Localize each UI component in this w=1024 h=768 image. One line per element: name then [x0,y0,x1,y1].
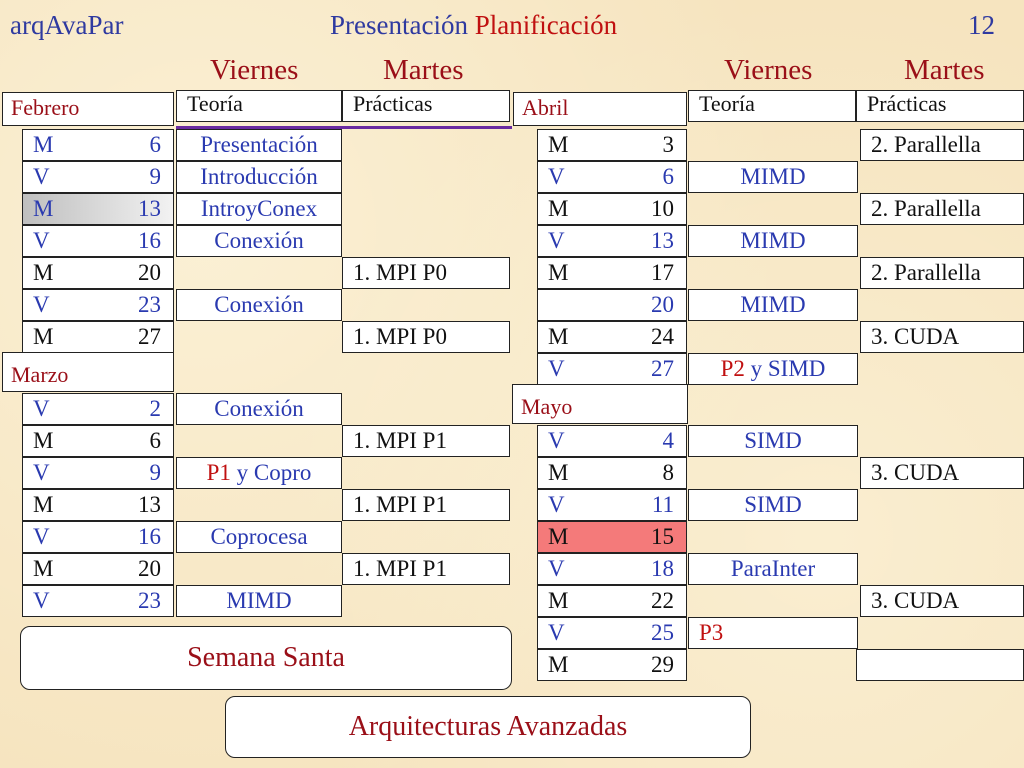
date-number: 11 [651,492,674,517]
date-cell [537,257,687,289]
slide-title-part-b: Planificación [474,10,618,40]
date-weekday: M [548,460,569,485]
practicas-cell [856,649,1024,681]
date-cell [537,585,687,617]
date-number: 20 [651,292,674,317]
date-weekday: M [33,260,54,285]
date-number: 27 [651,356,674,381]
date-cell [537,353,687,385]
month-marzo: Marzo [2,352,174,392]
date-number: 27 [138,324,161,349]
date-weekday: V [548,228,565,253]
course-code: arqAvaPar [10,10,124,40]
date-weekday: V [33,228,50,253]
date-cell [22,393,174,425]
month-abril: Abril [513,92,687,126]
teoria-label-part-b: y Copro [230,460,312,485]
practicas-cell: 1. MPI P1 [342,425,510,457]
date-cell [537,457,687,489]
teoria-cell: MIMD [176,585,342,617]
slide-number: 12 [968,10,995,40]
date-cell [537,489,687,521]
date-number: 9 [149,164,161,189]
date-number: 10 [651,196,674,221]
date-cell [537,617,687,649]
teoria-cell: SIMD [688,425,858,457]
date-weekday: V [33,292,50,317]
column-practicas-right: Prácticas [856,90,1024,122]
date-number: 23 [138,292,161,317]
date-number: 13 [651,228,674,253]
slide-title-part-a: Presentación [330,10,468,40]
teoria-cell: P3 [688,617,858,649]
month-febrero: Febrero [2,92,174,126]
date-weekday: M [33,428,54,453]
column-teoria-right: Teoría [688,90,856,122]
teoria-label-part-a: P2 [720,356,745,381]
date-cell [537,321,687,353]
date-number: 20 [138,556,161,581]
date-number: 25 [651,620,674,645]
date-cell [22,225,174,257]
date-number: 22 [651,588,674,613]
date-cell [22,521,174,553]
teoria-cell: ParaInter [688,553,858,585]
date-cell [537,161,687,193]
practicas-cell: 3. CUDA [860,457,1024,489]
date-cell [22,289,174,321]
teoria-label-part-a: P1 [206,460,231,485]
date-weekday: M [33,132,54,157]
column-practicas-left: Prácticas [342,90,510,122]
date-number: 20 [138,260,161,285]
date-weekday: M [548,524,569,549]
practicas-cell: 2. Parallella [860,129,1024,161]
date-weekday: V [548,428,565,453]
date-cell [22,161,174,193]
teoria-cell: MIMD [688,225,858,257]
date-weekday: M [33,196,54,221]
teoria-cell: Conexión [176,225,342,257]
practicas-cell: 1. MPI P0 [342,257,510,289]
date-cell [22,321,174,353]
practicas-cell: 2. Parallella [860,257,1024,289]
date-number: 15 [651,524,674,549]
date-weekday: V [548,164,565,189]
date-number: 18 [651,556,674,581]
semana-santa-box: Semana Santa [20,626,512,690]
date-cell [22,457,174,489]
teoria-cell: MIMD [688,161,858,193]
date-weekday: M [548,132,569,157]
day-header-viernes-left: Viernes [210,54,299,86]
day-header-martes-right: Martes [904,54,985,86]
month-mayo: Mayo [512,384,688,424]
date-cell [22,193,174,225]
slide-title [330,10,617,41]
date-number: 13 [138,196,161,221]
date-weekday: M [548,196,569,221]
date-number: 13 [138,492,161,517]
teoria-cell: Presentación [176,129,342,161]
date-number: 8 [662,460,674,485]
teoria-cell [176,457,342,489]
footer-title-box: Arquitecturas Avanzadas [225,696,751,758]
date-cell [537,649,687,681]
day-header-martes-left: Martes [383,54,464,86]
date-number: 6 [149,428,161,453]
teoria-cell: Conexión [176,289,342,321]
practicas-cell: 1. MPI P0 [342,321,510,353]
teoria-cell: Introducción [176,161,342,193]
teoria-cell: IntroyConex [176,193,342,225]
teoria-cell: MIMD [688,289,858,321]
date-number: 9 [149,460,161,485]
date-number: 29 [651,652,674,677]
date-weekday: V [33,524,50,549]
date-cell [537,225,687,257]
date-number: 17 [651,260,674,285]
date-cell [22,425,174,457]
date-weekday: V [33,164,50,189]
date-cell [22,553,174,585]
practicas-cell: 2. Parallella [860,193,1024,225]
date-number: 24 [651,324,674,349]
date-cell [22,129,174,161]
date-cell [537,193,687,225]
date-number: 6 [149,132,161,157]
date-cell [22,257,174,289]
date-cell-highlighted [537,521,687,553]
date-weekday: V [548,356,565,381]
date-weekday: M [33,556,54,581]
practicas-cell: 1. MPI P1 [342,489,510,521]
date-weekday: V [548,556,565,581]
teoria-label-part-b: y SIMD [744,356,826,381]
date-weekday: V [33,396,50,421]
date-cell [22,585,174,617]
date-cell [537,289,687,321]
date-weekday: M [548,652,569,677]
teoria-cell [688,353,858,385]
teoria-cell: SIMD [688,489,858,521]
date-weekday: V [548,492,565,517]
date-weekday: M [33,492,54,517]
date-number: 2 [149,396,161,421]
date-cell [22,489,174,521]
date-weekday: M [548,260,569,285]
date-number: 6 [662,164,674,189]
column-teoria-left: Teoría [176,90,342,122]
date-number: 23 [138,588,161,613]
teoria-cell: Conexión [176,393,342,425]
date-cell [537,553,687,585]
date-weekday: M [548,324,569,349]
practicas-cell: 3. CUDA [860,321,1024,353]
teoria-cell: Coprocesa [176,521,342,553]
practicas-cell: 1. MPI P1 [342,553,510,585]
day-header-viernes-right: Viernes [724,54,813,86]
date-weekday: M [33,324,54,349]
practicas-cell: 3. CUDA [860,585,1024,617]
date-weekday: V [33,588,50,613]
date-number: 16 [138,228,161,253]
date-number: 16 [138,524,161,549]
date-weekday: M [548,588,569,613]
date-number: 3 [662,132,674,157]
date-weekday: V [548,620,565,645]
date-number: 4 [662,428,674,453]
date-cell [537,425,687,457]
date-weekday: V [33,460,50,485]
date-cell [537,129,687,161]
